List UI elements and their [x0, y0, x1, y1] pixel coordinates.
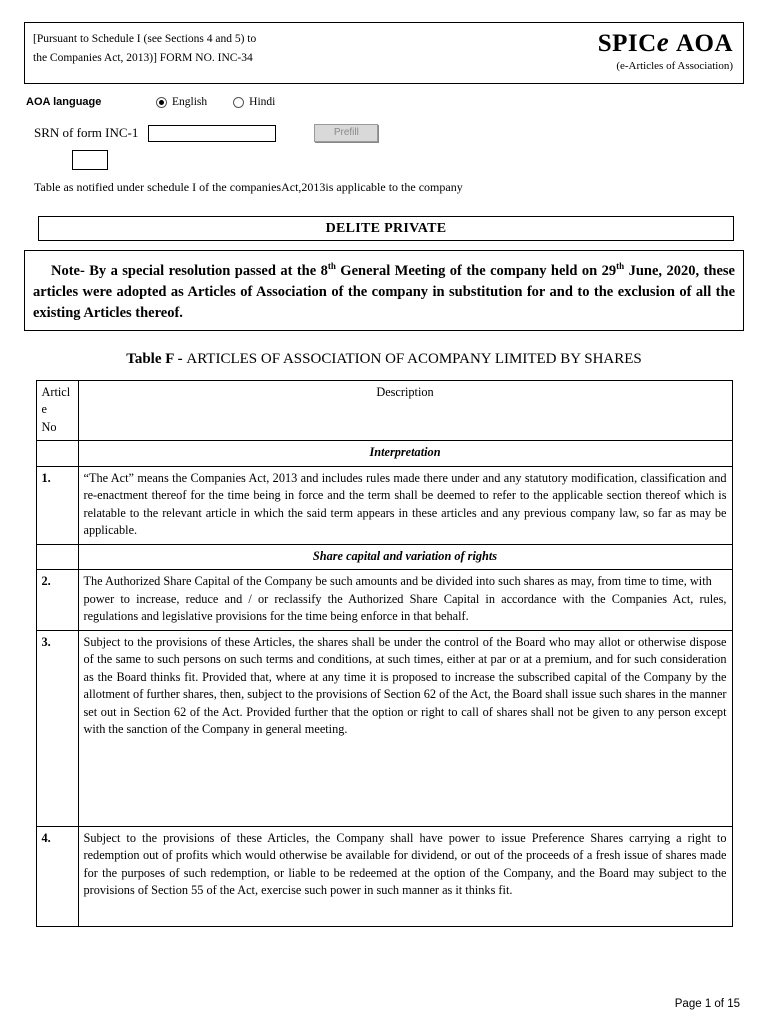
- brand-block: [413, 23, 743, 83]
- note-line1-b: General Meeting of the company held on 29: [335, 262, 617, 279]
- brand-subtitle: (e-Articles of Association): [616, 60, 733, 72]
- section-interpretation-label: Interpretation: [78, 441, 732, 467]
- section-share-capital-label: Share capital and variation of rights: [78, 544, 732, 570]
- brand-suffix: AOA: [675, 30, 733, 57]
- article-text-2-part2: power to increase, reduce and / or reclassify the Authorized Share Capital in accordance with the Companies Act, rules, regulations and legislative provisions for the time being enforce in that behalf.: [83, 591, 727, 624]
- table-row: [36, 630, 732, 826]
- table-row: [36, 826, 732, 926]
- header-no-line3: No: [41, 419, 57, 434]
- article-no-1: 1.: [36, 466, 78, 544]
- brand-italic-e: e: [656, 27, 670, 57]
- section-row-share-capital: [36, 544, 732, 570]
- article-text-2: [78, 570, 732, 631]
- form-reference-text: [25, 23, 413, 83]
- note-line1-a: Note- By a special resolution passed at the 8: [51, 262, 328, 279]
- article-text-1: “The Act” means the Companies Act, 2013 and includes rules made there under and any statutory modification, classification and re-enactment thereof for the time being in force and the term shall be deemed to refer to the applicable section thereof which is relatable to the relevant article in which the said term appears in these articles and any previous company law, so far as may be applicable.: [78, 466, 732, 544]
- table-applicability-note: Table as notified under schedule I of the companiesAct,2013is applicable to the company: [34, 180, 463, 194]
- header-no-line2: e: [41, 402, 47, 417]
- article-text-4: Subject to the provisions of these Articles, the Company shall have power to issue Preference Shares carrying a right to redemption out of profits which would otherwise be available for dividend, or out of the proceeds of a fresh issue of shares made for the purposes of such redemption, or liable to be redeemed at the option of the Company, and the Board may subject to the provisions of Section 55 of the Act, exercise such power in such manner as it thinks fit.: [78, 826, 732, 926]
- srn-input[interactable]: [148, 125, 276, 142]
- radio-english-icon[interactable]: [156, 97, 167, 108]
- note-ordinal-2: th: [616, 261, 625, 271]
- radio-option-english[interactable]: [156, 96, 207, 108]
- article-no-4: 4.: [36, 826, 78, 926]
- aoa-language-label: AOA language: [26, 96, 102, 108]
- table-f-title-bold: Table F -: [126, 350, 187, 367]
- radio-hindi-icon[interactable]: [233, 97, 244, 108]
- srn-row: [34, 124, 744, 142]
- form-fields-area: [24, 96, 744, 214]
- brand-title: [413, 27, 733, 58]
- note-ordinal-1: th: [327, 261, 336, 271]
- company-name-box: DELITE PRIVATE: [38, 216, 734, 241]
- table-row: [36, 466, 732, 544]
- table-header-description: Description: [78, 380, 732, 441]
- table-f-title-rest: ARTICLES OF ASSOCIATION OF ACOMPANY LIMITED BY SHARES: [186, 350, 642, 367]
- note-line2: 2020, these articles were adopted as Articles of Association of the company in substitution for and to the: [33, 262, 735, 300]
- aoa-language-row: [24, 96, 744, 108]
- radio-english-label: English: [172, 96, 208, 108]
- form-reference-line2: the Companies Act, 2013)] FORM NO. INC-34: [33, 52, 253, 64]
- special-resolution-note: [24, 250, 744, 331]
- table-header-row: [36, 380, 732, 441]
- radio-option-hindi[interactable]: [233, 96, 275, 108]
- brand-prefix: SPIC: [597, 30, 657, 57]
- form-header: [24, 22, 744, 84]
- section-interpretation-spacer: [36, 441, 78, 467]
- srn-label: SRN of form INC-1: [34, 125, 139, 140]
- unlabeled-small-field[interactable]: [72, 150, 108, 170]
- article-text-3: Subject to the provisions of these Articles, the shares shall be under the control of the Board who may allot or otherwise dispose of the same to such persons on such terms and conditions, at such times, either at par or at a premium, and for such consideration as the Board thinks fit. Provided that, where at any time it is proposed to increase the subscribed capital of the Company by the allotment of further shares, then, subject to the provisions of Section 62 of the Act, the Board shall issue such shares in the manner set out in Section 62 of the Act. Provided further that the option or right to call of shares shall not be given to any person except with the sanction of the Company in general meeting.: [78, 630, 732, 826]
- section-row-interpretation: [36, 441, 732, 467]
- article-text-2-part1: The Authorized Share Capital of the Company be such amounts and be divided into such shares as may, from time to time, with: [83, 574, 712, 589]
- table-header-article-no: [36, 380, 78, 441]
- article-no-2: 2.: [36, 570, 78, 631]
- radio-hindi-label: Hindi: [249, 96, 276, 108]
- note-line3: exclusion of all the existing Articles thereof.: [33, 283, 736, 321]
- table-row: [36, 570, 732, 631]
- page-footer: Page 1 of 15: [674, 998, 740, 1010]
- note-line1-c: June,: [624, 262, 663, 279]
- table-f-title: [24, 351, 744, 368]
- form-reference-line1: [Pursuant to Schedule I (see Sections 4 and 5) to: [33, 33, 257, 45]
- header-no-line1: Articl: [41, 384, 71, 399]
- aoa-language-radio-group: [156, 96, 275, 108]
- articles-table: [36, 380, 733, 927]
- article-no-3: 3.: [36, 630, 78, 826]
- section-share-capital-spacer: [36, 544, 78, 570]
- prefill-button[interactable]: Prefill: [314, 124, 378, 142]
